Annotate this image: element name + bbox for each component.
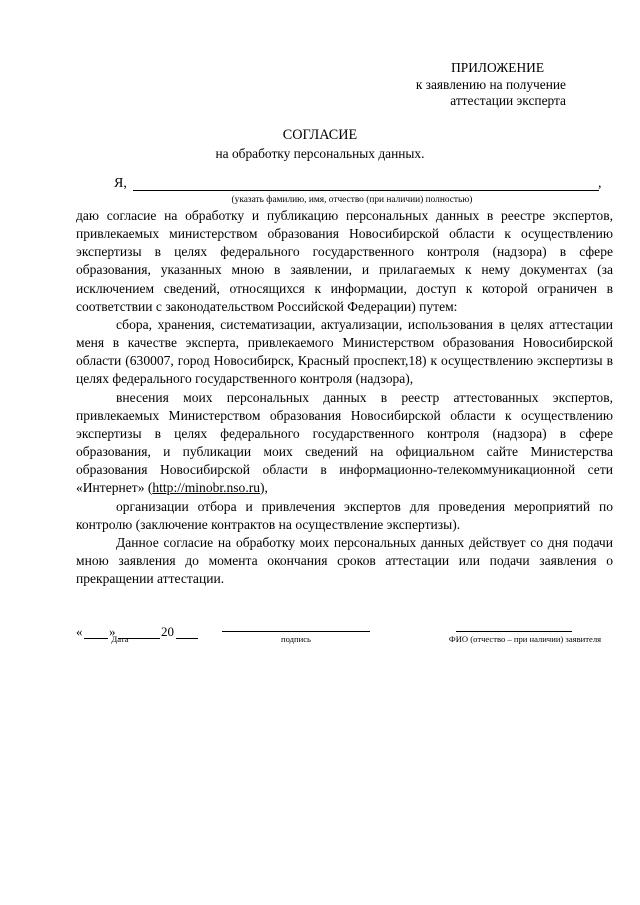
intro-comma: , <box>598 176 602 191</box>
fio-signature-blank[interactable] <box>456 631 572 632</box>
appendix-block <box>306 60 566 110</box>
paragraph-consent: даю согласие на обработку и публикацию персональных данных в реестре экспертов, привлекаемых министерством образования Новосибирской области к осуществлению экспертизы в целях федерального государственного контроля (надзора) в сфере образования, указанных мною в заявлении, и прилагаемых к нему документах (за исключением сведений, относящихся к информации, доступ к которой ограничен в соответствии с законодательством Российской Федерации) путем: <box>76 208 613 314</box>
consent-body <box>76 207 613 588</box>
appendix-line-1: ПРИЛОЖЕНИЕ <box>451 60 544 75</box>
date-caption: Дата <box>111 634 129 644</box>
paragraph-selection: организации отбора и привлечения экспертов для проведения мероприятий по контролю (заключение контрактов на осуществление экспертизы). <box>76 498 613 532</box>
date-open-quote: « <box>76 624 83 639</box>
signature-blank[interactable] <box>222 631 370 632</box>
document-subtitle: на обработку персональных данных. <box>215 146 425 161</box>
signature-caption: подпись <box>281 634 311 644</box>
appendix-line-3: аттестации эксперта <box>450 93 566 108</box>
fio-caption: ФИО (отчество – при наличии) заявителя <box>448 634 602 644</box>
registry-text: внесения моих персональных данных в реестр аттестованных экспертов, привлекаемых Министерством образования Новосибирской области к осуществлению экспертизы в целях федерального государственного контроля (надзора) в сфере образования, и публикации моих сведений на официальном сайте Министерства образования Новосибирской области в информационно-телекоммуникационной сети «Интернет» ( <box>76 389 613 496</box>
fio-blank-line[interactable] <box>133 190 599 191</box>
registry-text-end: ), <box>260 480 268 496</box>
paragraph-validity: Данное согласие на обработку моих персональных данных действует со дня подачи мною заявления до момента окончания сроков аттестации или подачи заявления о прекращении аттестации. <box>76 534 613 587</box>
paragraph-collection: сбора, хранения, систематизации, актуализации, использования в целях аттестации меня в качестве эксперта, привлекаемого Министерством образования Новосибирской области (630007, город Новосибирск, Красный проспект,18) к осуществлению экспертизы в целях федерального государственного контроля (надзора), <box>76 316 613 387</box>
paragraph-registry <box>76 389 613 498</box>
date-year-blank[interactable] <box>176 638 198 639</box>
minobr-link[interactable]: http://minobr.nso.ru <box>152 480 261 496</box>
date-close-quote: » <box>109 624 116 639</box>
appendix-line-2: к заявлению на получение <box>415 76 566 92</box>
document-title: СОГЛАСИЕ <box>282 127 358 143</box>
fio-hint: (указать фамилию, имя, отчество (при наличии) полностью) <box>231 195 473 205</box>
intro-pronoun: Я, <box>114 176 127 191</box>
date-year-prefix: 20 <box>161 624 174 639</box>
